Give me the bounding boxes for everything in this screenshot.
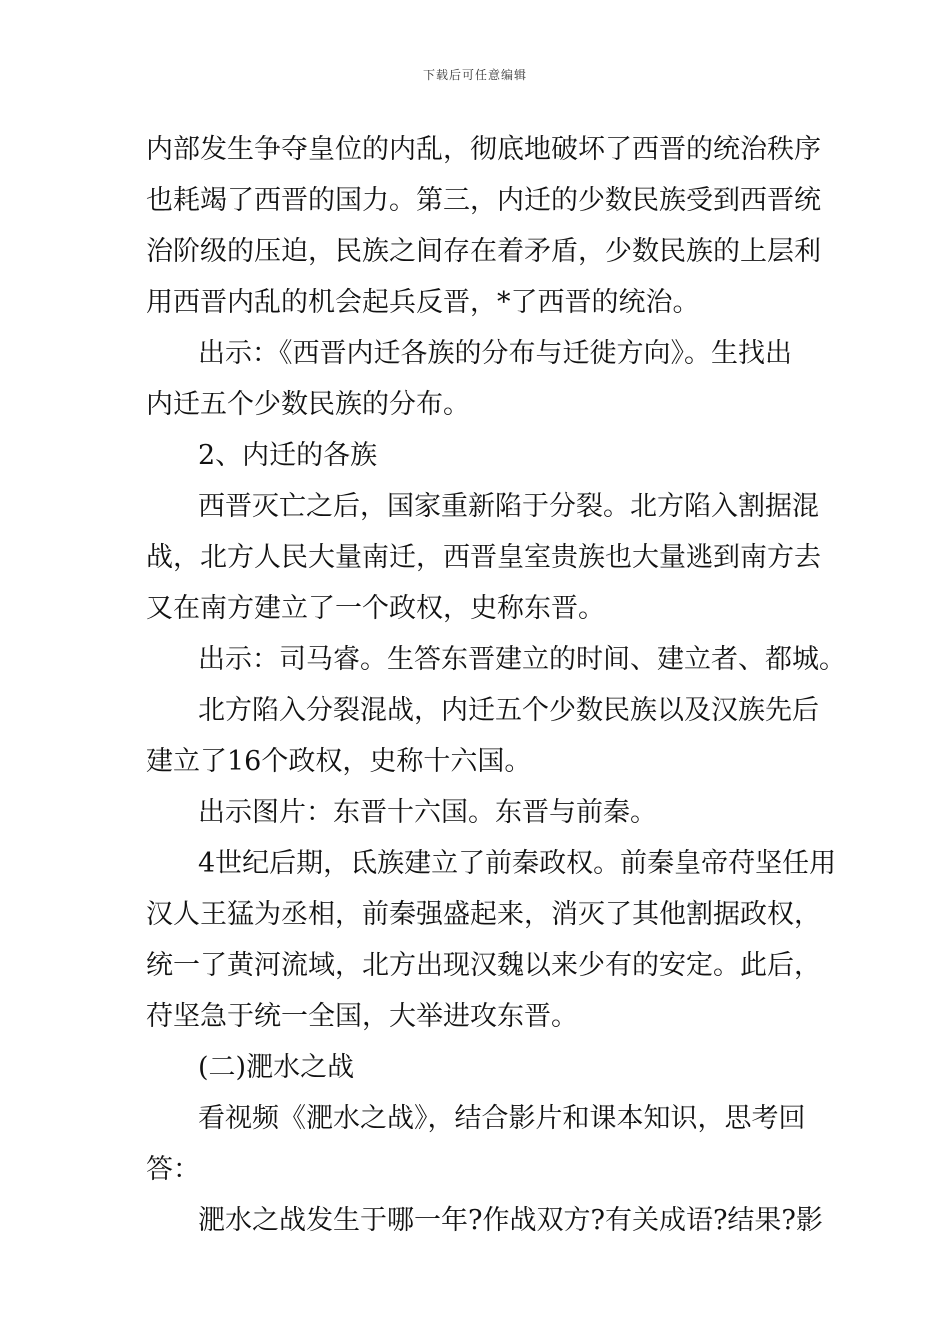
text-line: 答： <box>146 1154 200 1185</box>
text-line: 看视频《淝水之战》，结合影片和课本知识，思考回 <box>198 1103 806 1134</box>
text-line: 淝水之战发生于哪一年?作战双方?有关成语?结果?影 <box>198 1205 823 1236</box>
text-line: 汉人王猛为丞相，前秦强盛起来，消灭了其他割据政权， <box>146 899 821 930</box>
text-line: 统一了黄河流域，北方出现汉魏以来少有的安定。此后， <box>146 950 821 981</box>
text-line: 出示图片：东晋十六国。东晋与前秦。 <box>198 797 657 828</box>
document-body <box>146 124 846 1246</box>
text-line: 4世纪后期，氐族建立了前秦政权。前秦皇帝苻坚任用 <box>198 848 837 879</box>
text-line: 战，北方人民大量南迁，西晋皇室贵族也大量逃到南方去 <box>146 542 821 573</box>
text-line: 也耗竭了西晋的国力。第三，内迁的少数民族受到西晋统 <box>146 185 821 216</box>
text-line: 内部发生争夺皇位的内乱，彻底地破坏了西晋的统治秩序 <box>146 134 821 165</box>
text-line: 苻坚急于统一全国，大举进攻东晋。 <box>146 1001 578 1032</box>
text-line: 内迁五个少数民族的分布。 <box>146 389 470 420</box>
text-line: 又在南方建立了一个政权，史称东晋。 <box>146 593 605 624</box>
text-line: 用西晋内乱的机会起兵反晋，*了西晋的统治。 <box>146 287 700 318</box>
text-line: 北方陷入分裂混战，内迁五个少数民族以及汉族先后 <box>198 695 819 726</box>
section-heading: (二)淝水之战 <box>198 1052 355 1083</box>
text-line: 西晋灭亡之后，国家重新陷于分裂。北方陷入割据混 <box>198 491 819 522</box>
text-line: 出示：《西晋内迁各族的分布与迁徙方向》。生找出 <box>198 338 792 369</box>
section-heading: 2、内迁的各族 <box>198 440 378 471</box>
text-line: 建立了16个政权，史称十六国。 <box>146 746 532 777</box>
page-header-note: 下载后可任意编辑 <box>422 68 527 82</box>
text-line: 出示：司马睿。生答东晋建立的时间、建立者、都城。 <box>198 644 846 675</box>
text-line: 治阶级的压迫，民族之间存在着矛盾，少数民族的上层利 <box>146 236 821 267</box>
